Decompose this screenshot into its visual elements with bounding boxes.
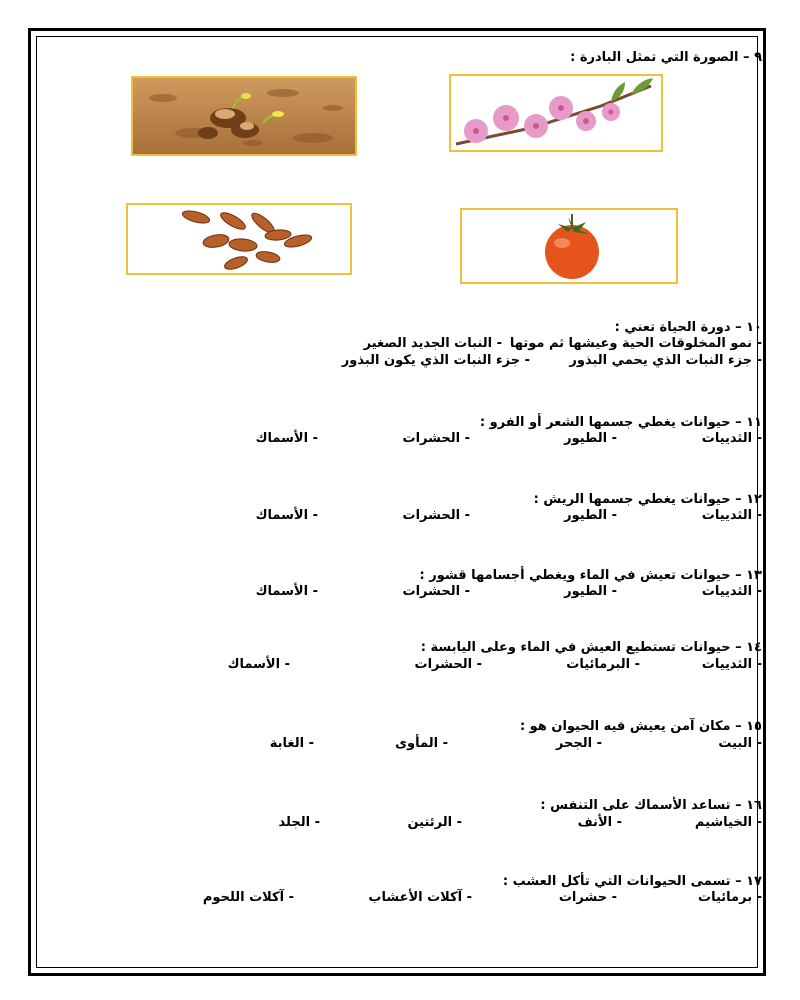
question-10-options-row-1 [40,336,762,352]
pink-blossom-branch-icon[interactable] [449,74,663,152]
question-13-option-b[interactable]: - الطيور [564,584,617,599]
question-10-text: ١٠ – دورة الحياة تعني : [614,320,762,335]
question-10-option-c[interactable]: - جزء النبات الذي يحمي البذور [569,353,762,368]
question-15-option-b[interactable]: - الجحر [555,736,602,751]
seeds-icon[interactable] [126,203,352,275]
question-15-option-c[interactable]: - المأوى [395,736,448,751]
question-11-option-d[interactable]: - الأسماك [255,431,318,446]
question-11-options [40,431,762,447]
sprouting-seedling-in-soil-icon[interactable] [131,76,357,156]
tomato-icon[interactable] [460,208,678,284]
question-12-option-b[interactable]: - الطيور [564,508,617,523]
question-16-option-c[interactable]: - الرئتين [407,815,462,830]
question-17-option-b[interactable]: - حشرات [558,890,617,905]
question-15-option-a[interactable]: - البيت [718,736,762,751]
question-11-option-b[interactable]: - الطيور [564,431,617,446]
question-14-option-c[interactable]: - الحشرات [414,657,482,672]
question-17-option-d[interactable]: - آكلات اللحوم [202,890,294,905]
question-10-options-row-2 [40,353,762,369]
question-15-text: ١٥ – مكان آمن يعيش فيه الحيوان هو : [519,719,762,734]
question-10-option-d[interactable]: - جزء النبات الذي يكون البذور [341,353,530,368]
question-11-option-c[interactable]: - الحشرات [402,431,470,446]
question-10-option-a[interactable]: - نمو المخلوقات الحية وعيشها ثم موتها [509,336,762,351]
question-14-option-a[interactable]: - الثدييات [701,657,762,672]
question-12-option-a[interactable]: - الثدييات [701,508,762,523]
question-13-options [40,584,762,600]
question-14-text: ١٤ – حيوانات تستطيع العيش في الماء وعلى اليابسة : [420,640,762,655]
question-12-text: ١٢ – حيوانات يغطي جسمها الريش : [533,492,762,507]
question-12-options [40,508,762,524]
question-15-options [40,736,762,752]
question-13-option-a[interactable]: - الثدييات [701,584,762,599]
question-12-option-c[interactable]: - الحشرات [402,508,470,523]
question-12-option-d[interactable]: - الأسماك [255,508,318,523]
question-16-option-b[interactable]: - الأنف [577,815,622,830]
question-10-option-b[interactable]: - النبات الجديد الصغير [363,336,502,351]
question-13-text: ١٣ – حيوانات تعيش في الماء ويغطي أجسامها قشور : [419,568,762,583]
question-17-text: ١٧ – تسمى الحيوانات التي تأكل العشب : [502,874,762,889]
question-17-option-c[interactable]: - آكلات الأعشاب [368,890,472,905]
question-15-option-d[interactable]: - الغابة [269,736,314,751]
question-16-options [40,815,762,831]
question-16-option-d[interactable]: - الجلد [278,815,320,830]
question-14-option-b[interactable]: - البرمائيات [566,657,640,672]
question-9-text: ٩ – الصورة التي تمثل البادرة : [570,50,762,65]
question-14-option-d[interactable]: - الأسماك [227,657,290,672]
question-16-text: ١٦ – تساعد الأسماك على التنفس : [540,798,762,813]
question-17-options [40,890,762,906]
question-16-option-a[interactable]: - الخياشيم [694,815,762,830]
question-11-option-a[interactable]: - الثدييات [701,431,762,446]
question-13-option-d[interactable]: - الأسماك [255,584,318,599]
question-17-option-a[interactable]: - برمائيات [698,890,762,905]
question-11-text: ١١ – حيوانات يغطي جسمها الشعر أو الفرو : [479,415,762,430]
question-13-option-c[interactable]: - الحشرات [402,584,470,599]
question-14-options [40,657,762,673]
